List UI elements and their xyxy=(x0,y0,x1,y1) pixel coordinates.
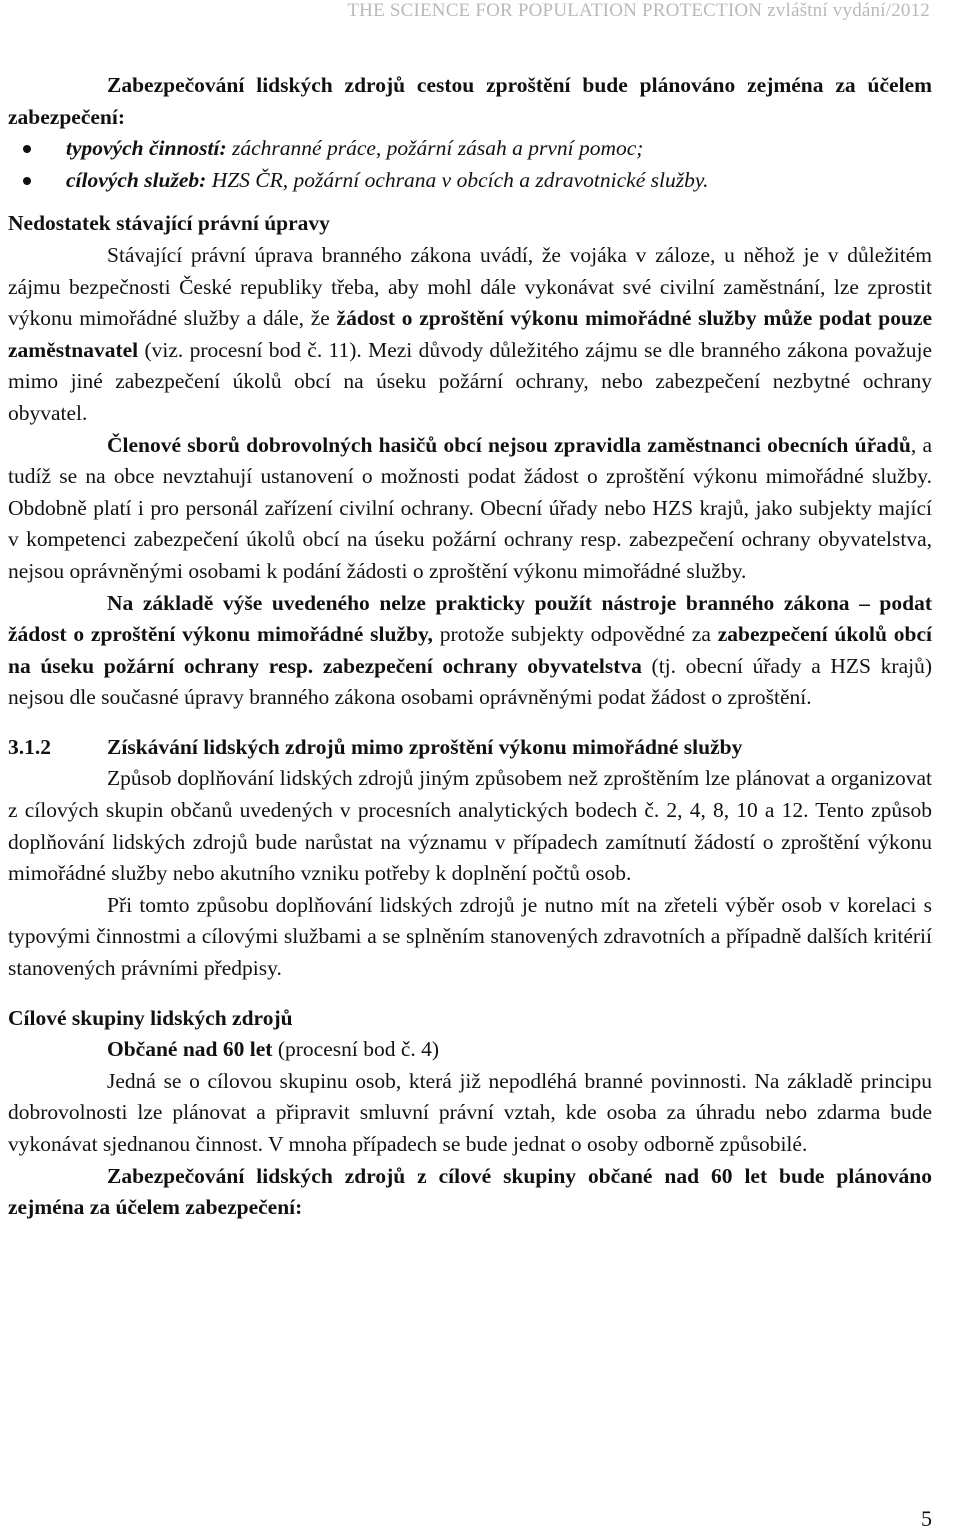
bold-run: Členové sborů dobrovolných hasičů obcí nejsou zpravidla zaměstnanci obecních úřadů xyxy=(107,432,911,457)
bold-run: zabezpečení úkolů obcí na úseku požární ochrany resp. zabezpečení ochrany obyvatelstva xyxy=(8,622,932,678)
paragraph-members xyxy=(8,430,932,588)
paragraph-selection: Při tomto způsobu doplňování lidských zdrojů je nutno mít na zřeteli výběr osob v korelaci s typovými činnostmi a cílovými službami a se splněním stanovených zdravotních a případně dalších kritérií stanovených právními předpisy. xyxy=(8,892,932,981)
paragraph-conclusion xyxy=(8,588,932,714)
bullet-lead: typových činností: xyxy=(66,136,227,161)
paragraph-seniors-plan: Zabezpečování lidských zdrojů z cílové skupiny občané nad 60 let bude plánováno zejména za účelem zabezpečení: xyxy=(8,1163,932,1220)
bullet-lead: cílových služeb: xyxy=(66,167,207,192)
text-run: protože subjekty odpovědné za xyxy=(432,622,718,647)
section-heading-3-1-2 xyxy=(8,732,932,764)
paragraph-seniors: Jedná se o cílovou skupinu osob, která již nepodléhá branné povinnosti. Na základě principu dobrovolnosti lze plánovat a připravit smluvní právní vztah, kde osoba za úhradu nebo zdarma bude vykonávat sjednanou činnost. V mnoha případech se bude jednat o osoby odborně způsobilé. xyxy=(8,1068,932,1156)
bullet-item xyxy=(8,133,932,165)
page-number: 5 xyxy=(921,1506,932,1531)
bullet-item xyxy=(8,165,932,197)
text-run: Stávající právní úprava branného zákona uvádí, že vojáka v záloze, u něhož je v důležitém zájmu bezpečnosti České republiky třeba, aby mohl dále vykonávat své civilní zaměstnání, lze zprostit výkonu mimořádné služby a dále, že xyxy=(8,242,932,331)
heading-nedostatek: Nedostatek stávající právní úpravy xyxy=(8,211,330,236)
paragraph-method: Způsob doplňování lidských zdrojů jiným způsobem než zproštěním lze plánovat a organizovat z cílových skupin občanů uvedených v procesních analytických bodech č. 2, 4, 8, 10 a 12. Tento způsob doplňování lidských zdrojů bude narůstat na významu v případech zamítnutí žádostí o zproštění výkonu mimořádné služby nebo akutního vzniku potřeby k doplnění počtů osob. xyxy=(8,766,932,886)
bold-run: Na základě výše uvedeného nelze prakticky použít nástroje branného zákona – podat žádost o zproštění výkonu mimořádné služby, xyxy=(8,590,932,647)
bold-run: žádost o zproštění výkonu mimořádné služby může podat pouze zaměstnavatel xyxy=(8,306,932,362)
text-run: (procesní bod č. 4) xyxy=(272,1037,440,1062)
text-run: , a tudíž se na obce nevztahují ustanovení o možnosti podat žádost o zproštění výkonu mimořádné služby. Obdobně platí i pro personál zařízení civilní ochrany. Obecní úřady nebo HZS krajů, jako subjekty mající v kompetenci zabezpečení úkolů obcí na úseku požární ochrany resp. zabezpečení ochrany obyvatelstva, nejsou oprávněnými osobami k podání žádosti o zproštění výkonu mimořádné služby. xyxy=(8,432,932,583)
bullet-text: HZS ČR, požární ochrana v obcích a zdravotnické služby. xyxy=(206,167,709,192)
document-body xyxy=(8,70,932,1224)
paragraph-seniors-title xyxy=(8,1034,932,1066)
journal-header: THE SCIENCE FOR POPULATION PROTECTION zvláštní vydání/2012 xyxy=(347,0,930,21)
paragraph-intro: Zabezpečování lidských zdrojů cestou zproštění bude plánováno zejména za účelem zabezpečení: xyxy=(8,73,932,129)
bullet-text: záchranné práce, požární zásah a první pomoc; xyxy=(226,136,644,161)
bold-run: Občané nad 60 let xyxy=(107,1037,273,1062)
section-number: 3.1.2 xyxy=(8,734,51,759)
heading-target-groups: Cílové skupiny lidských zdrojů xyxy=(8,1005,293,1030)
text-run: (tj. obecní úřady a HZS krajů) nejsou dle současné úpravy branného zákona osobami oprávněnými podat žádost o zproštění. xyxy=(8,653,932,710)
text-run: (viz. procesní bod č. 11). Mezi důvody důležitého zájmu se dle branného zákona považuje mimo jiné zabezpečení úkolů obcí na úseku požární ochrany, nebo zabezpečení nezbytné ochrany obyvatel. xyxy=(8,337,932,425)
paragraph-legal xyxy=(8,240,932,430)
bullet-list xyxy=(8,133,932,196)
section-title: Získávání lidských zdrojů mimo zproštění výkonu mimořádné služby xyxy=(107,734,743,759)
